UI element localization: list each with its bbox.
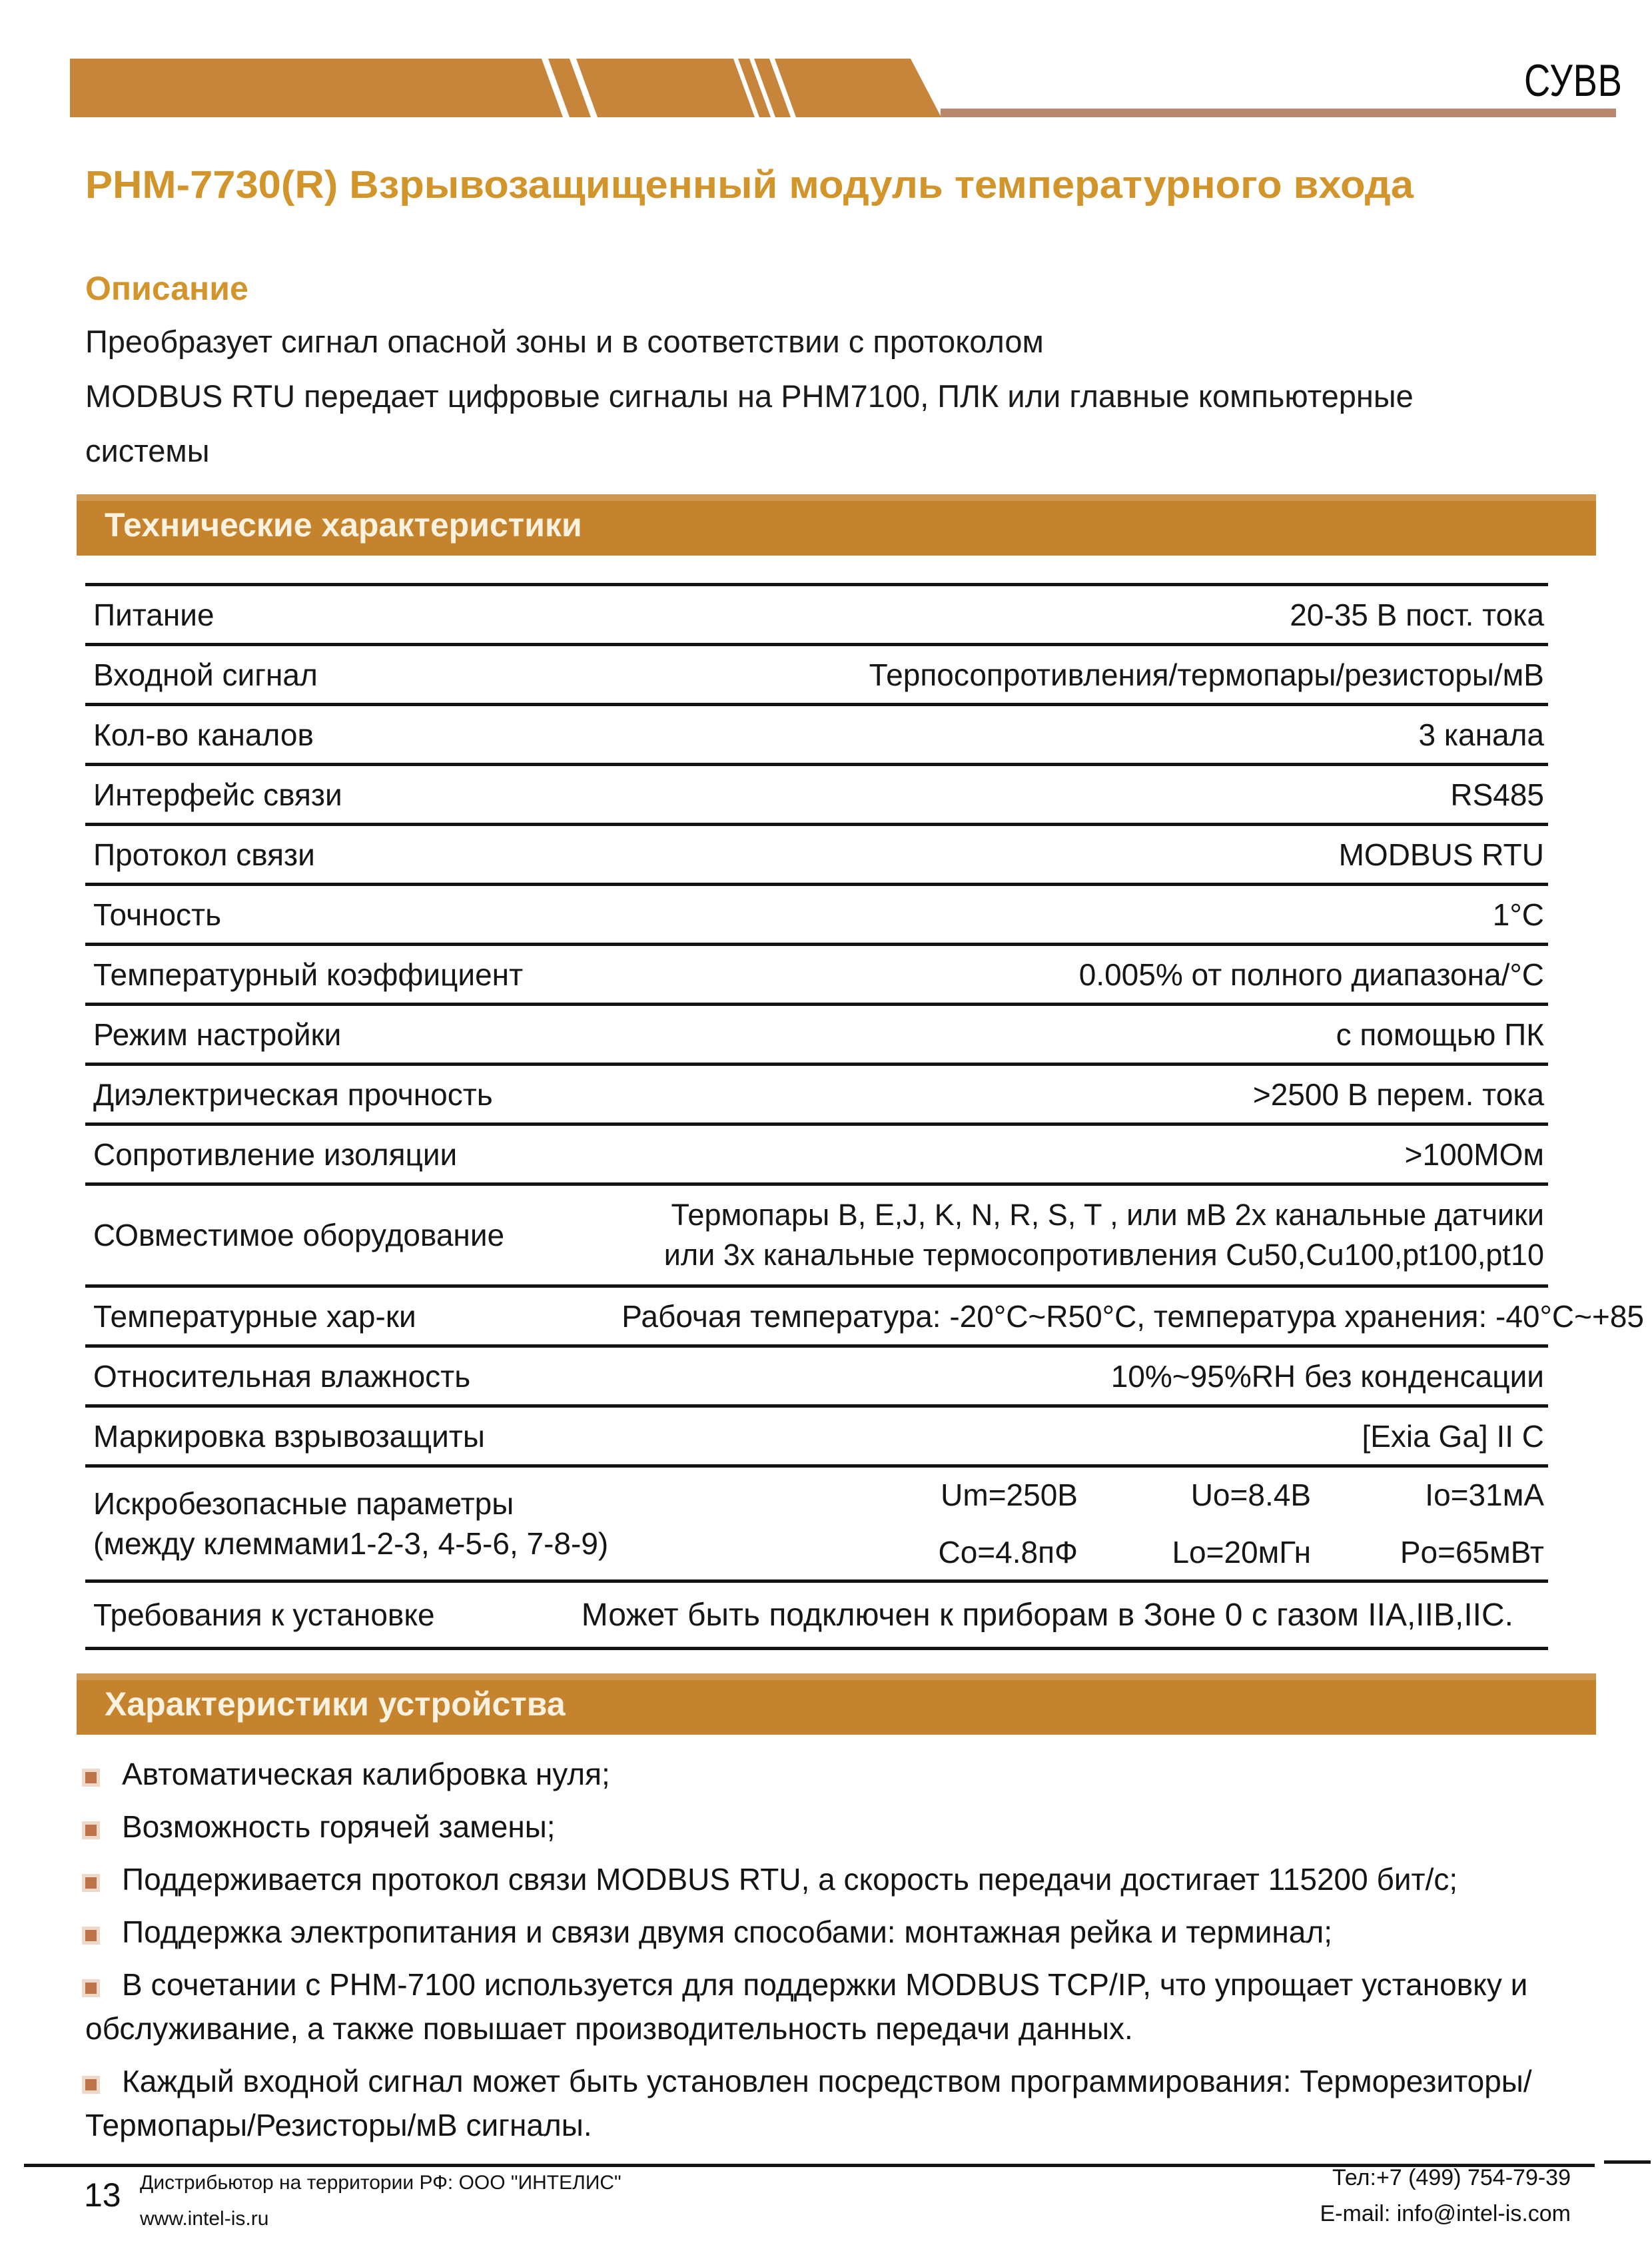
features-section-banner: [77, 1673, 1596, 1735]
spec-value: >2500 В перем. тока: [1252, 1077, 1544, 1112]
features-section-title: Характеристики устройства: [105, 1685, 566, 1723]
spec-label: Протокол связи: [93, 837, 315, 872]
page-number: 13: [84, 2176, 121, 2214]
spec-param: Um=250В: [941, 1478, 1078, 1512]
spec-table: [85, 583, 1644, 1650]
spec-row: [85, 1344, 1548, 1404]
spec-value: 20-35 В пост. тока: [1290, 597, 1544, 632]
spec-value: 3 канала: [1418, 717, 1544, 752]
spec-value: [Exia Ga] II C: [1362, 1418, 1544, 1454]
header-band-stripe: [540, 55, 571, 121]
spec-value: с помощью ПК: [1336, 1017, 1544, 1052]
spec-row: [85, 583, 1548, 643]
spec-value: 1°C: [1492, 897, 1544, 932]
header-band-stripe: [732, 55, 761, 121]
specs-section-banner: [77, 494, 1596, 556]
spec-value: 0.005% от полного диапазона/°C: [1078, 957, 1544, 992]
feature-item: В сочетании с PHM-7100 используется для поддержки MODBUS TCP/IP, что упрощает установку и обслуживание, а также повышает производительность передачи данных.: [85, 1967, 1528, 2046]
spec-param: Io=31мА: [1425, 1478, 1544, 1512]
brand-logo-text: СУВВ: [1524, 55, 1623, 106]
footer-phone: Тел:+7 (499) 754-79-39: [1332, 2165, 1571, 2190]
spec-value: [845, 1477, 1548, 1570]
spec-value: Может быть подключен к приборам в Зоне 0 с газом IIA,IIB,IIC.: [581, 1597, 1513, 1633]
description-line: Преобразует сигнал опасной зоны и в соответствии с протоколом: [85, 324, 1044, 359]
spec-label: Относительная влажность: [93, 1358, 471, 1394]
spec-value: >100МОм: [1404, 1136, 1544, 1172]
spec-value: Рабочая температура: -20°C~R50°C, температура хранения: -40°C~+85: [621, 1298, 1644, 1334]
spec-label: Точность: [93, 897, 222, 932]
spec-label: Маркировка взрывозащиты: [93, 1418, 485, 1454]
spec-row: [85, 1063, 1548, 1122]
spec-value: Терпосопротивления/термопары/резисторы/мВ: [869, 657, 1544, 692]
page-title: PHM-7730(R) Взрывозащищенный модуль температурного входа: [85, 163, 1414, 207]
spec-label: Режим настройки: [93, 1017, 342, 1052]
spec-row: [85, 1182, 1548, 1284]
spec-param: Lo=20мГн: [1172, 1535, 1311, 1570]
spec-label: Интерфейс связи: [93, 777, 342, 812]
header-band: [70, 59, 946, 117]
spec-param: Po=65мВт: [1400, 1535, 1544, 1570]
spec-row: [85, 1464, 1548, 1579]
description-line: системы: [85, 433, 210, 468]
header-band-stripe: [568, 55, 599, 121]
footer-rule-end: [1604, 2160, 1651, 2164]
spec-value: MODBUS RTU: [1338, 837, 1544, 872]
spec-row: [85, 1404, 1548, 1464]
spec-label: Питание: [93, 597, 214, 632]
spec-param: Uo=8.4В: [1190, 1478, 1311, 1512]
spec-row: [85, 1003, 1548, 1063]
spec-row: [85, 1122, 1548, 1182]
spec-label: Искробезопасные параметры (между клеммами1-2-3, 4-5-6, 7-8-9): [93, 1486, 609, 1561]
description-line: MODBUS RTU передает цифровые сигналы на PHM7100, ПЛК или главные компьютерные: [85, 378, 1414, 414]
spec-value: 10%~95%RH без конденсации: [1110, 1358, 1544, 1394]
feature-item: Поддерживается протокол связи MODBUS RTU, а скорость передачи достигает 115200 бит/с;: [85, 1857, 1584, 1901]
features-list: [85, 1752, 1584, 2156]
description-heading: Описание: [85, 270, 248, 307]
spec-param: Co=4.8пФ: [938, 1535, 1078, 1570]
feature-item: Автоматическая калибровка нуля;: [85, 1752, 1584, 1796]
spec-label: СОвместимое оборудование: [93, 1218, 505, 1252]
specs-section-title: Технические характеристики: [105, 506, 582, 544]
footer-website: www.intel-is.ru: [140, 2208, 269, 2230]
bullet-square-icon: [85, 1825, 97, 1836]
spec-label: Требования к установке: [93, 1597, 435, 1632]
spec-row: [85, 1579, 1548, 1650]
description-text: [85, 314, 1611, 478]
footer-distributor: Дистрибьютор на территории РФ: ООО "ИНТЕЛИС": [140, 2172, 621, 2194]
header-thin-bar: [941, 109, 1616, 117]
spec-row: [85, 643, 1548, 703]
bullet-square-icon: [85, 1983, 97, 1994]
footer-email: E-mail: info@intel-is.com: [1320, 2201, 1571, 2226]
spec-label: Температурные хар-ки: [93, 1298, 416, 1334]
feature-item: Поддержка электропитания и связи двумя способами: монтажная рейка и терминал;: [85, 1910, 1584, 1954]
spec-row: [85, 823, 1548, 883]
bullet-square-icon: [85, 2079, 97, 2090]
spec-value: Термопары B, E,J, K, N, R, S, T , или мВ 2х канальные датчики или 3х канальные термосопротивления Cu50,Cu100,pt100,pt10: [663, 1198, 1544, 1272]
spec-row: [85, 883, 1548, 943]
bullet-square-icon: [85, 1772, 97, 1783]
spec-label: Сопротивление изоляции: [93, 1136, 458, 1172]
bullet-square-icon: [85, 1930, 97, 1941]
spec-row: [85, 763, 1548, 823]
spec-row: [85, 1284, 1644, 1344]
spec-row: [85, 703, 1548, 763]
spec-label: Температурный коэффициент: [93, 957, 524, 992]
feature-item: Возможность горячей замены;: [85, 1805, 1584, 1849]
spec-row: [85, 943, 1548, 1003]
spec-value: RS485: [1450, 777, 1544, 812]
spec-label: Диэлектрическая прочность: [93, 1077, 493, 1112]
header-band-fill: [70, 59, 946, 117]
spec-label: Кол-во каналов: [93, 717, 314, 752]
bullet-square-icon: [85, 1877, 97, 1889]
spec-label: Входной сигнал: [93, 657, 318, 692]
feature-item: Каждый входной сигнал может быть установлен посредством программирования: Терморезиторы/Термопары/Резисторы/мВ сигналы.: [85, 2064, 1532, 2142]
